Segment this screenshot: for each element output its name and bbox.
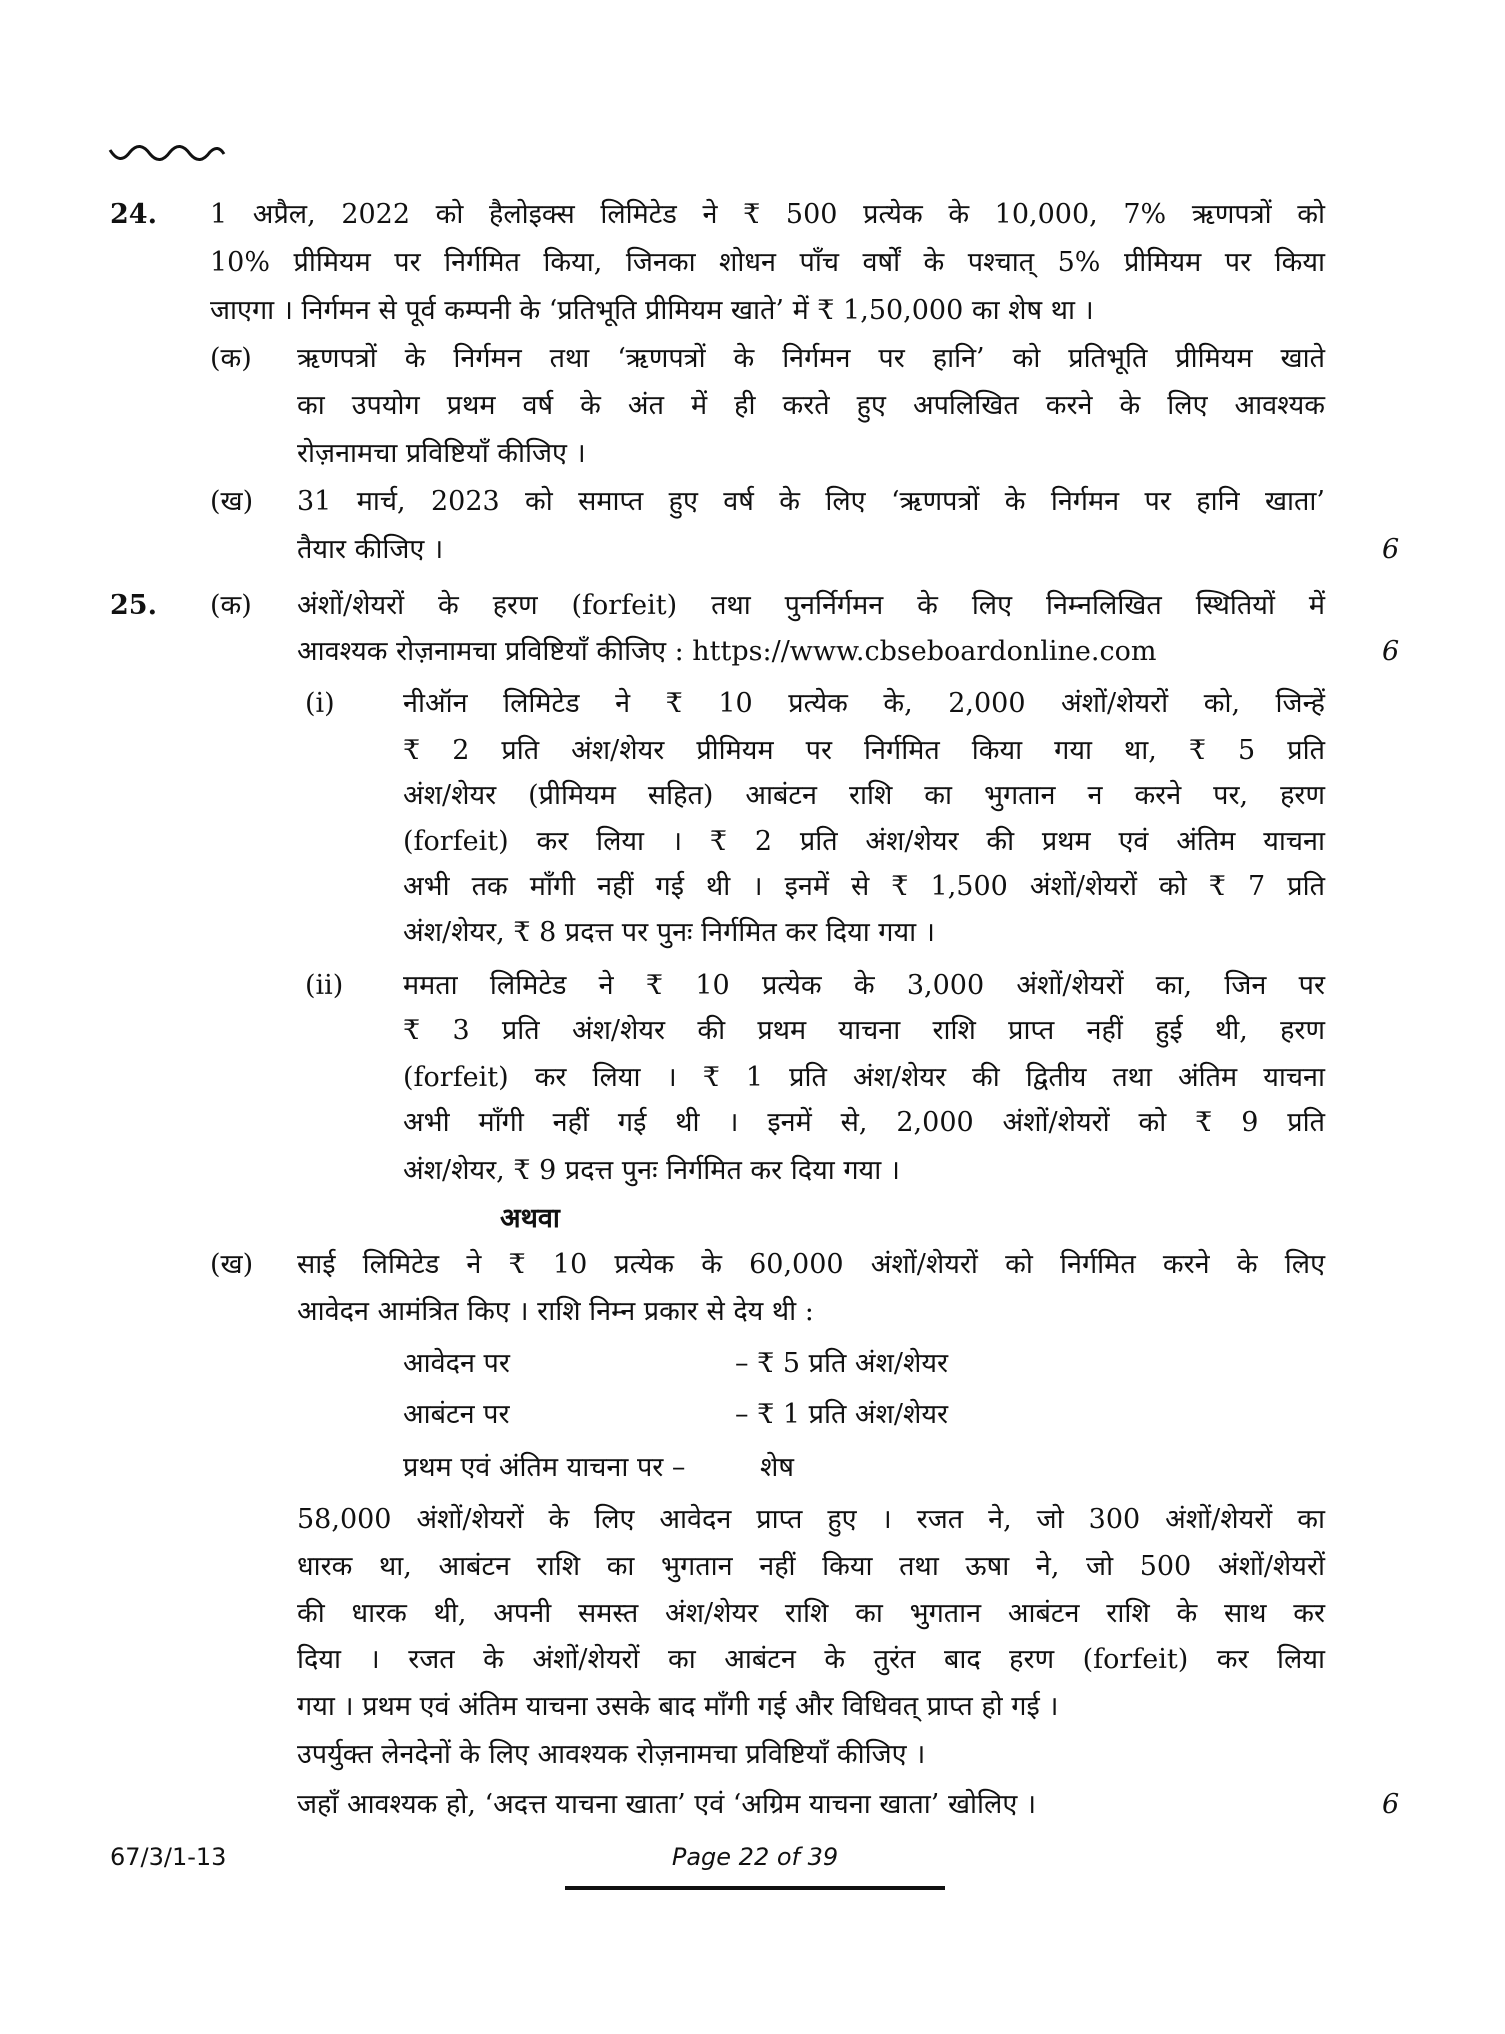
part-text-line: दिया । रजत के अंशों/शेयरों का आबंटन के तुरंत बाद हरण (forfeit) कर लिया: [297, 1644, 1325, 1675]
part-text-line: रोज़नामचा प्रविष्टियाँ कीजिए ।: [297, 438, 586, 469]
subpart-text-line: ममता लिमिटेड ने ₹ 10 प्रत्येक के 3,000 अंशों/शेयरों का, जिन पर: [403, 970, 1325, 1001]
or-separator: अथवा: [500, 1203, 560, 1234]
schedule-stage: प्रथम एवं अंतिम याचना पर –: [403, 1452, 686, 1483]
part-text-line: 31 मार्च, 2023 को समाप्त हुए वर्ष के लिए ‘ऋणपत्रों के निर्गमन पर हानि खाता’: [297, 486, 1325, 517]
part-text-line: तैयार कीजिए ।: [297, 534, 444, 565]
part-text-line: धारक था, आबंटन राशि का भुगतान नहीं किया तथा ऊषा ने, जो 500 अंशों/शेयरों: [297, 1551, 1325, 1582]
subpart-text-line: अभी तक माँगी नहीं गई थी । इनमें से ₹ 1,500 अंशों/शेयरों को ₹ 7 प्रति: [403, 871, 1325, 902]
subpart-text-line: अंश/शेयर (प्रीमियम सहित) आबंटन राशि का भुगतान न करने पर, हरण: [403, 780, 1325, 811]
schedule-amount: शेष: [760, 1452, 794, 1483]
schedule-stage: आवेदन पर: [403, 1348, 510, 1379]
subpart-text-line: (forfeit) कर लिया । ₹ 2 प्रति अंश/शेयर की प्रथम एवं अंतिम याचना: [403, 826, 1325, 857]
paper-code: 67/3/1-13: [110, 1843, 227, 1871]
schedule-stage: आबंटन पर: [403, 1399, 510, 1430]
part-label: (क): [210, 590, 252, 621]
marks: 6: [1382, 1789, 1400, 1820]
subpart-text-line: अभी माँगी नहीं गई थी । इनमें से, 2,000 अंशों/शेयरों को ₹ 9 प्रति: [403, 1107, 1325, 1138]
subpart-text-line: ₹ 3 प्रति अंश/शेयर की प्रथम याचना राशि प्राप्त नहीं हुई थी, हरण: [403, 1015, 1325, 1046]
footer-underline: [565, 1886, 945, 1890]
part-text-line: आवश्यक रोज़नामचा प्रविष्टियाँ कीजिए : https://www.cbseboardonline.com: [297, 636, 1157, 667]
part-text-line: ऋणपत्रों के निर्गमन तथा ‘ऋणपत्रों के निर्गमन पर हानि’ को प्रतिभूति प्रीमियम खाते: [297, 343, 1325, 374]
subpart-text-line: (forfeit) कर लिया । ₹ 1 प्रति अंश/शेयर की द्वितीय तथा अंतिम याचना: [403, 1062, 1325, 1093]
part-text-line: की धारक थी, अपनी समस्त अंश/शेयर राशि का भुगतान आबंटन राशि के साथ कर: [297, 1598, 1325, 1629]
question-number: 24.: [110, 199, 157, 230]
part-text-line: का उपयोग प्रथम वर्ष के अंत में ही करते हुए अपलिखित करने के लिए आवश्यक: [297, 390, 1325, 421]
part-label: (क): [210, 343, 252, 374]
subpart-text-line: अंश/शेयर, ₹ 8 प्रदत्त पर पुनः निर्गमित कर दिया गया ।: [403, 917, 935, 948]
subpart-text-line: ₹ 2 प्रति अंश/शेयर प्रीमियम पर निर्गमित किया गया था, ₹ 5 प्रति: [403, 735, 1325, 766]
question-text-line: 1 अप्रैल, 2022 को हैलोइक्स लिमिटेड ने ₹ 500 प्रत्येक के 10,000, 7% ऋणपत्रों को: [210, 199, 1325, 230]
part-text-line: साई लिमिटेड ने ₹ 10 प्रत्येक के 60,000 अंशों/शेयरों को निर्गमित करने के लिए: [297, 1249, 1325, 1280]
wavy-line-decoration: [108, 140, 226, 166]
part-text-line: उपर्युक्त लेनदेनों के लिए आवश्यक रोज़नामचा प्रविष्टियाँ कीजिए ।: [297, 1739, 926, 1770]
part-text-line: जहाँ आवश्यक हो, ‘अदत्त याचना खाता’ एवं ‘अग्रिम याचना खाता’ खोलिए ।: [297, 1789, 1037, 1820]
part-text-line: आवेदन आमंत्रित किए । राशि निम्न प्रकार से देय थी :: [297, 1296, 814, 1327]
marks: 6: [1382, 636, 1400, 667]
question-text-line: 10% प्रीमियम पर निर्गमित किया, जिनका शोधन पाँच वर्षों के पश्चात् 5% प्रीमियम पर किया: [210, 247, 1325, 278]
question-text-line: जाएगा । निर्गमन से पूर्व कम्पनी के ‘प्रतिभूति प्रीमियम खाते’ में ₹ 1,50,000 का शेष था ।: [210, 295, 1094, 326]
subpart-text-line: अंश/शेयर, ₹ 9 प्रदत्त पुनः निर्गमित कर दिया गया ।: [403, 1155, 901, 1186]
schedule-amount: – ₹ 1 प्रति अंश/शेयर: [735, 1399, 949, 1430]
subpart-label: (ii): [305, 970, 344, 1001]
page-number: Page 22 of 39: [671, 1843, 839, 1871]
subpart-text-line: नीऑन लिमिटेड ने ₹ 10 प्रत्येक के, 2,000 अंशों/शेयरों को, जिन्हें: [403, 688, 1325, 719]
question-number: 25.: [110, 590, 157, 621]
marks: 6: [1382, 534, 1400, 565]
part-text-line: अंशों/शेयरों के हरण (forfeit) तथा पुनर्निर्गमन के लिए निम्नलिखित स्थितियों में: [297, 590, 1325, 621]
part-label: (ख): [210, 1249, 254, 1280]
part-label: (ख): [210, 486, 254, 517]
schedule-amount: – ₹ 5 प्रति अंश/शेयर: [735, 1348, 949, 1379]
part-text-line: गया । प्रथम एवं अंतिम याचना उसके बाद माँगी गई और विधिवत् प्राप्त हो गई ।: [297, 1691, 1059, 1722]
part-text-line: 58,000 अंशों/शेयरों के लिए आवेदन प्राप्त हुए । रजत ने, जो 300 अंशों/शेयरों का: [297, 1504, 1325, 1535]
subpart-label: (i): [305, 688, 335, 719]
